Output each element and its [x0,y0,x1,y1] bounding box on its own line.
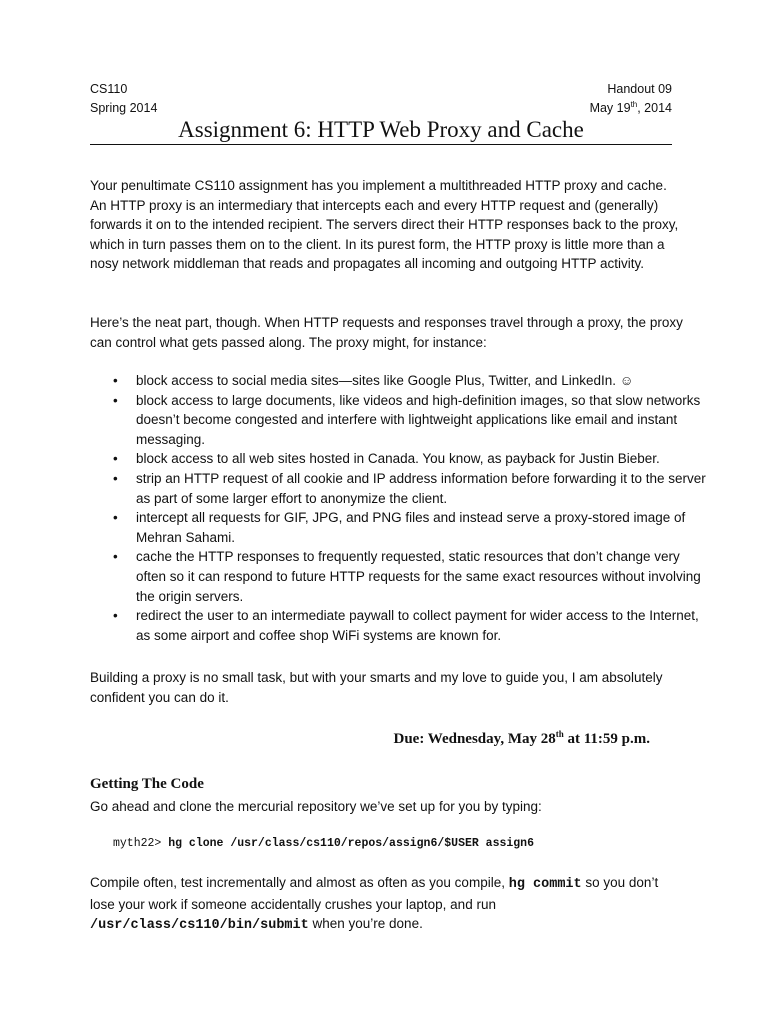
list-item: • redirect the user to an intermediate paywall to collect payment for wider access to the Internet, as some airport and coffee shop WiFi systems are known for. [113,606,713,645]
list-item: • block access to large documents, like videos and high-definition images, so that slow networks doesn’t become congested and interfere with lightweight applications like email and instant messaging. [113,391,713,450]
due-prefix: Due: Wednesday, May 28 [393,731,556,747]
header-left [90,80,157,118]
due-date [393,728,650,750]
proxy-capabilities-list [113,371,713,645]
course-code: CS110 [90,82,128,96]
command-prompt: myth22> [113,837,169,850]
command-text: hg clone /usr/class/cs110/repos/assign6/$USER assign6 [168,837,534,850]
date-suffix: th [630,99,638,109]
date-main: May 19 [589,101,631,115]
section-heading: Getting The Code [90,776,204,792]
page-title: Assignment 6: HTTP Web Proxy and Cache [178,117,584,142]
compile-text-1: Compile often, test incrementally and almost as often as you compile, [90,875,509,890]
compile-paragraph [90,873,685,936]
list-item: • cache the HTTP responses to frequently requested, static resources that don’t change very often so it can respond to future HTTP requests for the same exact resources without involving the origin servers. [113,547,713,606]
list-item: • block access to social media sites—sites like Google Plus, Twitter, and LinkedIn. ☺ [113,371,713,391]
list-item: • block access to all web sites hosted in Canada. You know, as payback for Justin Bieber. [113,449,713,469]
handout-number: Handout 09 [607,82,672,96]
title-rule [90,144,672,145]
header-right [590,80,672,118]
intro-paragraph: Your penultimate CS110 assignment has you implement a multithreaded HTTP proxy and cache. An HTTP proxy is an intermediary that intercepts each and every HTTP request and (generally) forwards it on to the intended recipient. The servers direct their HTTP responses back to the proxy, which in turn passes them on to the client. In its purest form, the HTTP proxy is little more than a nosy network middleman that reads and propagates all incoming and outgoing HTTP activity. [90,178,679,272]
date-year: , 2014 [637,101,672,115]
submit-path-code: /usr/class/cs110/bin/submit [90,918,309,934]
clone-intro-paragraph: Go ahead and clone the mercurial repository we’ve set up for you by typing: [90,799,542,814]
list-item: • intercept all requests for GIF, JPG, and PNG files and instead serve a proxy-stored image of Mehran Sahami. [113,508,713,547]
due-suffix: th [555,729,564,739]
due-time: at 11:59 p.m. [563,731,650,747]
closing-paragraph: Building a proxy is no small task, but with your smarts and my love to guide you, I am absolutely confident you can do it. [90,670,663,705]
compile-text-2: so you don’t lose your work if someone accidentally crushes your laptop, and run [90,875,659,912]
list-item: • strip an HTTP request of all cookie and IP address information before forwarding it to the server as part of some larger effort to anonymize the client. [113,469,713,508]
hg-commit-code: hg commit [508,877,582,892]
term: Spring 2014 [90,101,158,115]
neat-part-paragraph: Here’s the neat part, though. When HTTP requests and responses travel through a proxy, the proxy can control what gets passed along. The proxy might, for instance: [90,315,683,350]
clone-command [113,835,534,853]
compile-text-3: when you’re done. [308,916,423,932]
